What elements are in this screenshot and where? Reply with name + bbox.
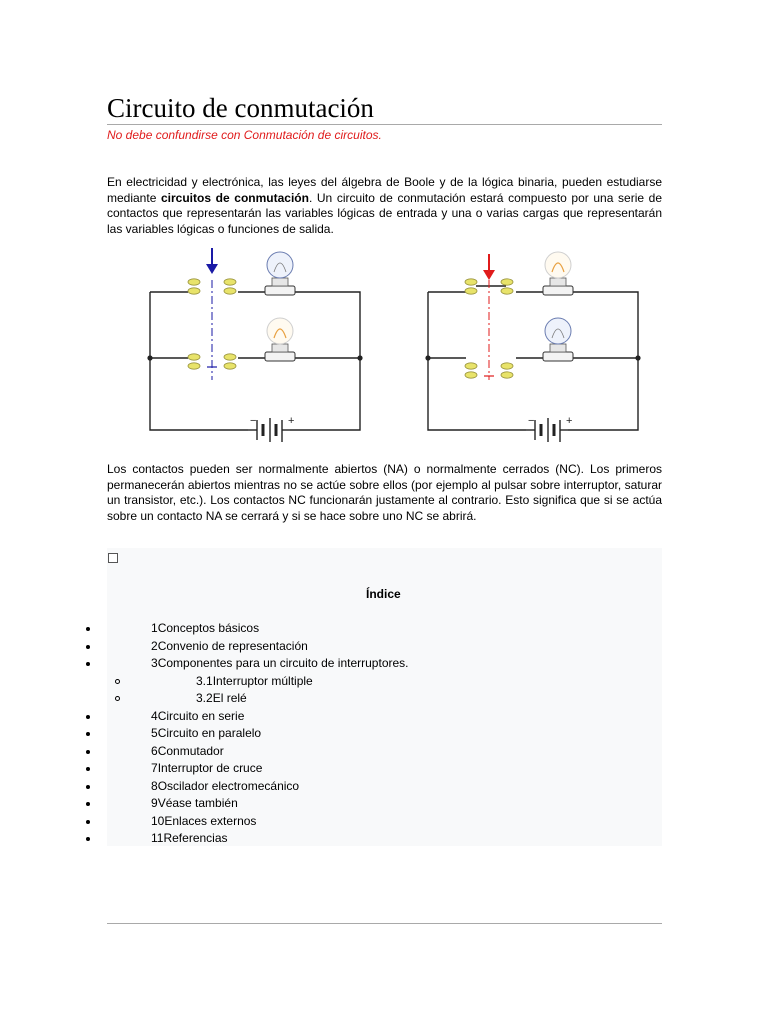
toc-bullet bbox=[86, 802, 90, 806]
intro-text-1: En electricidad y electrónica, las leyes del álgebra de Boole y de la lógica binaria, pueden estudiarse mediante bbox=[107, 175, 662, 205]
toc-bullet bbox=[86, 645, 90, 649]
toc-item[interactable] bbox=[151, 639, 308, 654]
toc-title: Índice bbox=[366, 587, 401, 601]
toc-item-number: 2 bbox=[151, 638, 158, 653]
toc-sub-bullet bbox=[115, 696, 120, 701]
battery-minus-label: − bbox=[250, 415, 257, 427]
arrow-down-red-icon bbox=[483, 254, 495, 280]
battery-plus-label: + bbox=[288, 415, 295, 427]
toc-item-number: 5 bbox=[151, 726, 158, 740]
toc-item-number: 8 bbox=[151, 778, 158, 793]
toc-bullet bbox=[86, 715, 90, 719]
hatnote[interactable]: No debe confundirse con Conmutación de circuitos. bbox=[107, 128, 382, 142]
toc-item-number: 6 bbox=[151, 743, 158, 758]
toc-item-text: Interruptor múltiple bbox=[212, 673, 313, 688]
toc-item-number: 3 bbox=[151, 656, 158, 670]
node-dot bbox=[147, 355, 152, 360]
toc-item-number: 4 bbox=[151, 708, 158, 723]
toc-item-text: Enlaces externos bbox=[164, 813, 257, 828]
toc-bullet bbox=[86, 750, 90, 754]
intro-paragraph bbox=[107, 175, 662, 237]
toc-item[interactable] bbox=[151, 831, 228, 846]
toc-toggle-checkbox[interactable] bbox=[108, 553, 118, 563]
bulb-lit-icon bbox=[543, 252, 573, 295]
toc-item-text: Conceptos básicos bbox=[157, 621, 260, 635]
battery-plus-label: + bbox=[566, 415, 573, 427]
toc-item[interactable] bbox=[151, 779, 299, 794]
toc-item-text: El relé bbox=[212, 691, 247, 705]
bulb-off-icon bbox=[265, 252, 295, 295]
circuit-left bbox=[150, 292, 360, 430]
intro-text-2: . Un circuito de conmutación estará compuesto por una serie de contactos que representarán las variables lógicas de entrada y una o varias cargas que representarán las variables lógicas o funciones de salida. bbox=[107, 190, 663, 236]
toc-bullet bbox=[86, 662, 90, 666]
toc-subitem[interactable] bbox=[196, 691, 247, 706]
toc-item-number: 1 bbox=[151, 621, 158, 635]
page-title: Circuito de conmutación bbox=[107, 93, 374, 123]
toc-item[interactable] bbox=[151, 761, 262, 776]
bulb-off-icon bbox=[543, 318, 573, 361]
toc-item-number: 10 bbox=[151, 813, 165, 828]
toc-item-text: Oscilador electromecánico bbox=[157, 778, 300, 793]
circuit-right bbox=[428, 286, 638, 430]
switching-circuit-figure bbox=[130, 240, 650, 445]
toc-item-text: Referencias bbox=[163, 831, 228, 845]
toc-item-text: Convenio de representación bbox=[157, 638, 308, 653]
toc-item-text: Conmutador bbox=[157, 743, 224, 758]
toc-item[interactable] bbox=[151, 744, 224, 759]
toc-bullet bbox=[86, 767, 90, 771]
toc-item[interactable] bbox=[151, 726, 261, 741]
toc-bullet bbox=[86, 837, 90, 841]
toc-item-text: Circuito en serie bbox=[157, 708, 245, 723]
arrow-down-blue-icon bbox=[206, 248, 218, 274]
bottom-divider bbox=[107, 923, 662, 924]
toc-item[interactable] bbox=[151, 709, 244, 724]
toc-item[interactable] bbox=[151, 656, 409, 671]
toc-bullet bbox=[86, 732, 90, 736]
toc-bullet bbox=[86, 820, 90, 824]
toc-sub-bullet bbox=[115, 679, 120, 684]
intro-bold-term: circuitos de conmutación bbox=[161, 190, 309, 205]
toc-item-number: 3.1 bbox=[196, 673, 213, 688]
toc-bullet bbox=[86, 785, 90, 789]
toc-item-text: Interruptor de cruce bbox=[157, 761, 263, 775]
battery-minus-label: − bbox=[528, 415, 535, 427]
toc-item-text: Circuito en paralelo bbox=[157, 726, 262, 740]
title-divider bbox=[107, 124, 662, 125]
toc-item-text: Componentes para un circuito de interruptores. bbox=[157, 656, 409, 670]
node-dot bbox=[357, 355, 362, 360]
toc-item[interactable] bbox=[151, 814, 256, 829]
toc-item[interactable] bbox=[151, 796, 238, 811]
toc-bullet bbox=[86, 627, 90, 631]
bulb-lit-icon bbox=[265, 318, 295, 361]
toc-item-number: 3.2 bbox=[196, 691, 213, 705]
toc-item-number: 11 bbox=[151, 831, 164, 845]
toc-item[interactable] bbox=[151, 621, 259, 636]
toc-item-text: Véase también bbox=[157, 796, 238, 810]
toc-item-number: 7 bbox=[151, 761, 158, 775]
toc-subitem[interactable] bbox=[196, 674, 313, 689]
toc-item-number: 9 bbox=[151, 796, 158, 810]
contacts-paragraph: Los contactos pueden ser normalmente abiertos (NA) o normalmente cerrados (NC). Los primeros permanecerán abiertos mientras no se actúe sobre ellos (por ejemplo al pulsar sobre interruptor, saturar un transistor, etc.). Los contactos NC funcionarán justamente al contrario. Esto significa que si se actúa sobre un contacto NA se cerrará y si se hace sobre uno NC se abrirá. bbox=[107, 462, 662, 523]
